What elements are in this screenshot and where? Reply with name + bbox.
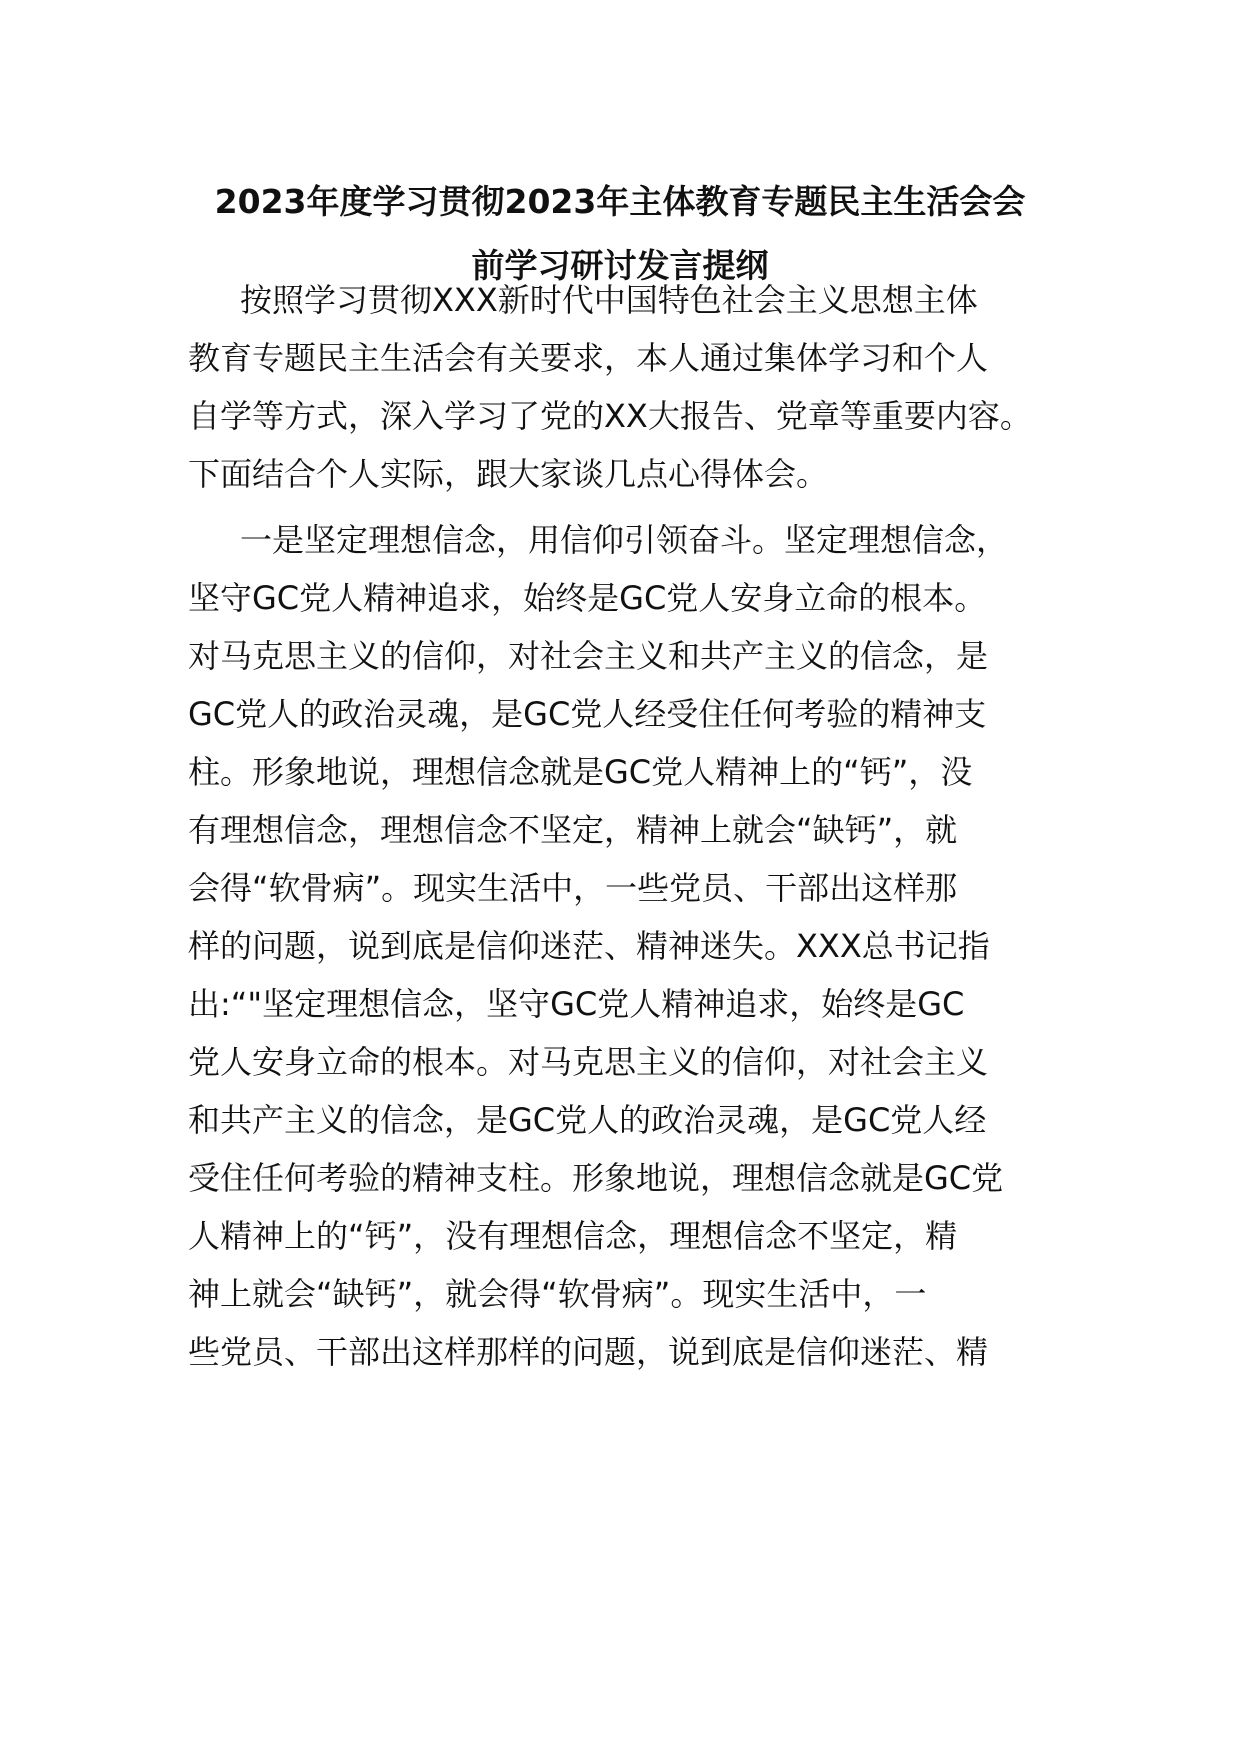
paragraph-2-line-8: 样的问题，说到底是信仰迷茫、精神迷失。XXX总书记指 xyxy=(188,927,990,965)
paragraph-2-line-14: 神上就会“缺钙”，就会得“软骨病”。现实生活中，一 xyxy=(188,1275,927,1313)
paragraph-2-line-3: 对马克思主义的信仰，对社会主义和共产主义的信念，是 xyxy=(188,637,989,675)
paragraph-2-line-10: 党人安身立命的根本。对马克思主义的信仰，对社会主义 xyxy=(188,1043,989,1081)
paragraph-1-line-4: 下面结合个人实际，跟大家谈几点心得体会。 xyxy=(188,455,829,493)
paragraph-1-line-2: 教育专题民主生活会有关要求，本人通过集体学习和个人 xyxy=(188,339,989,377)
paragraph-1-line-1: 按照学习贯彻XXX新时代中国特色社会主义思想主体 xyxy=(240,281,978,319)
paragraph-2-line-15: 些党员、干部出这样那样的问题，说到底是信仰迷茫、精 xyxy=(188,1333,989,1371)
paragraph-1-line-3: 自学等方式，深入学习了党的XX大报告、党章等重要内容。 xyxy=(188,397,1032,435)
paragraph-2-line-11: 和共产主义的信念，是GC党人的政治灵魂，是GC党人经 xyxy=(188,1101,987,1139)
paragraph-2-line-13: 人精神上的“钙”，没有理想信念，理想信念不坚定，精 xyxy=(188,1217,958,1255)
paragraph-2-line-2: 坚守GC党人精神追求，始终是GC党人安身立命的根本。 xyxy=(188,579,987,617)
document-title-line-1: 2023年度学习贯彻2023年主体教育专题民主生活会会 xyxy=(214,182,1026,221)
paragraph-2-line-4: GC党人的政治灵魂，是GC党人经受住任何考验的精神支 xyxy=(188,695,987,733)
paragraph-2-line-5: 柱。形象地说，理想信念就是GC党人精神上的“钙”，没 xyxy=(188,753,973,791)
paragraph-2-line-12: 受住任何考验的精神支柱。形象地说，理想信念就是GC党 xyxy=(188,1159,1004,1197)
document-title-line-2: 前学习研讨发言提纲 xyxy=(471,246,769,285)
paragraph-2-line-9: 出:“"坚定理想信念，坚守GC党人精神追求，始终是GC xyxy=(188,985,965,1023)
paragraph-2-line-7: 会得“软骨病”。现实生活中，一些党员、干部出这样那 xyxy=(188,869,958,907)
paragraph-2-line-6: 有理想信念，理想信念不坚定，精神上就会“缺钙”，就 xyxy=(188,811,958,849)
paragraph-2-line-1: 一是坚定理想信念，用信仰引领奋斗。坚定理想信念， xyxy=(240,521,1009,559)
